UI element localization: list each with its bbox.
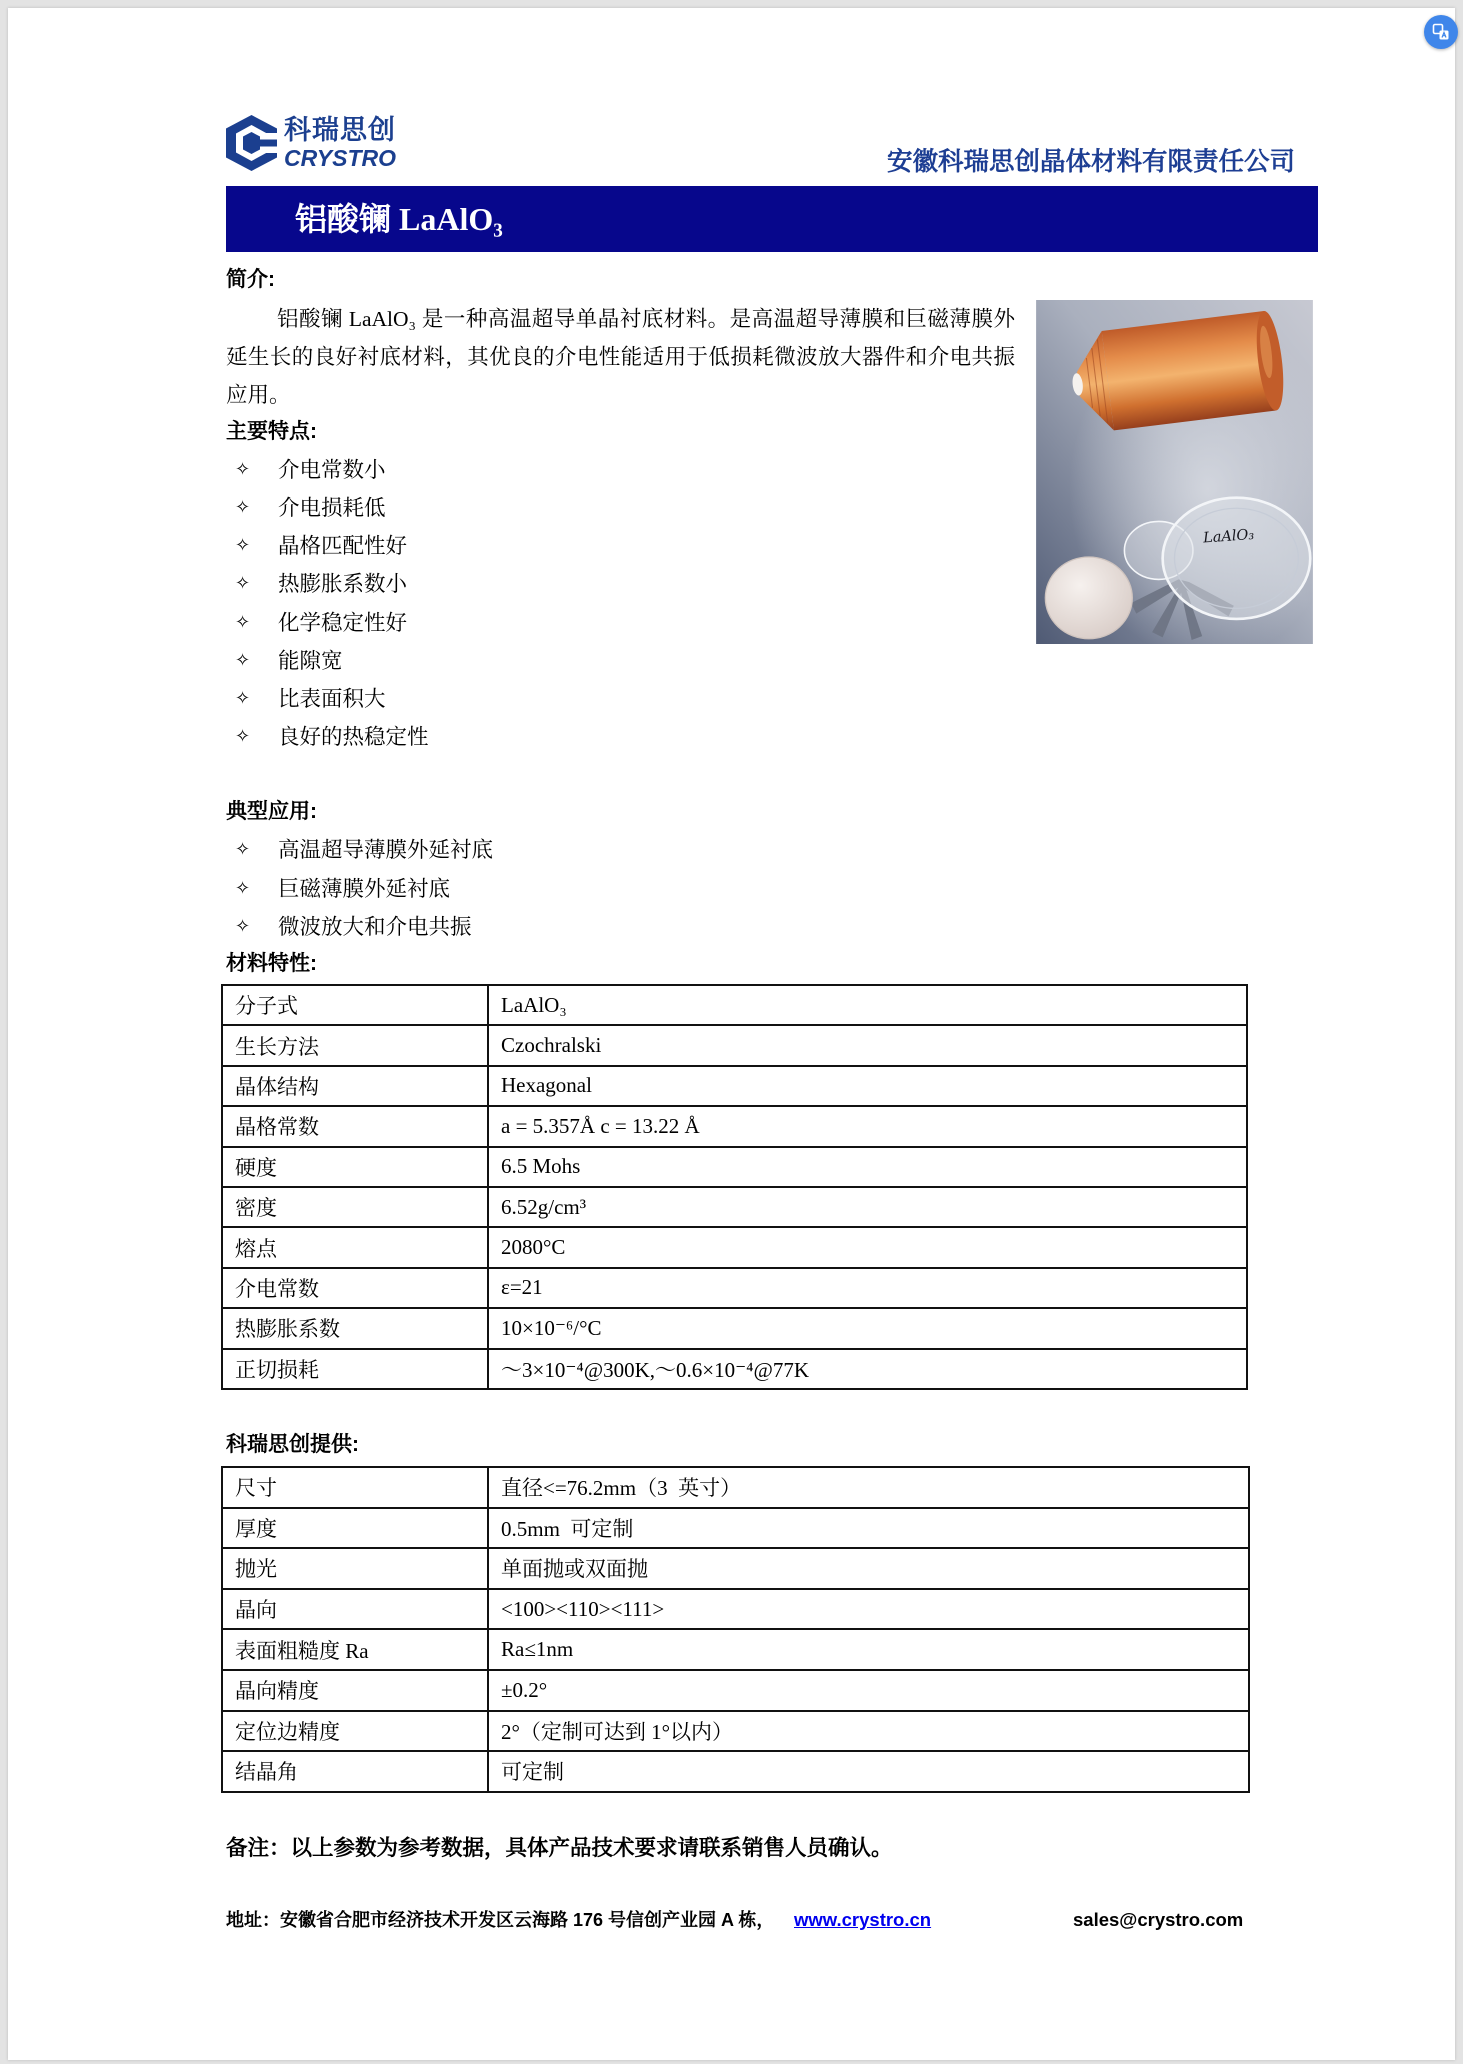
spec-label: 晶体结构 — [222, 1066, 488, 1106]
properties-table — [221, 984, 1248, 1390]
table-row — [222, 1106, 1247, 1146]
table-row — [222, 985, 1247, 1025]
list-item — [226, 831, 986, 869]
intro-text-line: 应用。 — [226, 383, 291, 407]
table-row — [222, 1147, 1247, 1187]
spec-value: Hexagonal — [488, 1066, 1247, 1106]
properties-heading: 材料特性: — [226, 952, 317, 975]
table-row — [222, 1268, 1247, 1308]
list-item-text: 比表面积大 — [278, 687, 386, 711]
list-item-text: 晶格匹配性好 — [278, 534, 408, 558]
table-row — [222, 1066, 1247, 1106]
wafer-disc — [1045, 557, 1132, 639]
product-title: 铝酸镧 LaAlO₃ — [295, 201, 503, 237]
list-item-text: 化学稳定性好 — [278, 611, 408, 635]
logo-chinese-name: 科瑞思创 — [284, 115, 396, 145]
spec-label: 介电常数 — [222, 1268, 488, 1308]
table-row — [222, 1349, 1247, 1389]
spec-label: 表面粗糙度 Ra — [222, 1629, 488, 1670]
wafer-case — [1163, 498, 1311, 619]
list-item — [226, 680, 986, 718]
bullet-icon: ✧ — [235, 916, 251, 937]
spec-label: 抛光 — [222, 1548, 488, 1589]
disclaimer-note: 备注：以上参数为参考数据，具体产品技术要求请联系销售人员确认。 — [226, 1836, 893, 1860]
spec-label: 结晶角 — [222, 1751, 488, 1792]
intro-heading: 简介: — [226, 268, 275, 291]
translate-glyph — [1432, 23, 1450, 41]
list-item-text: 微波放大和介电共振 — [278, 915, 472, 939]
table-row — [222, 1548, 1249, 1589]
spec-value: 2080°C — [488, 1227, 1247, 1267]
list-item-text: 高温超导薄膜外延衬底 — [278, 838, 494, 862]
bullet-icon: ✧ — [235, 459, 251, 480]
list-item-text: 介电损耗低 — [278, 496, 386, 520]
spec-label: 热膨胀系数 — [222, 1308, 488, 1348]
spec-label: 尺寸 — [222, 1467, 488, 1508]
title-banner — [226, 186, 1318, 252]
bullet-icon: ✧ — [235, 688, 251, 709]
spec-label: 晶向 — [222, 1589, 488, 1630]
spec-value: a = 5.357Å c = 13.22 Å — [488, 1106, 1247, 1146]
spec-label: 定位边精度 — [222, 1711, 488, 1752]
table-row — [222, 1308, 1247, 1348]
spec-label: 晶格常数 — [222, 1106, 488, 1146]
spec-value: ±0.2° — [488, 1670, 1249, 1711]
website-link[interactable]: www.crystro.cn — [794, 1909, 932, 1930]
contact-email: sales@crystro.com — [1073, 1909, 1244, 1930]
table-row — [222, 1227, 1247, 1267]
list-item-text: 能隙宽 — [278, 649, 343, 673]
spec-value: 6.5 Mohs — [488, 1147, 1247, 1187]
spec-value: 0.5mm 可定制 — [488, 1508, 1249, 1549]
list-item — [226, 718, 986, 756]
company-name: 安徽科瑞思创晶体材料有限责任公司 — [887, 148, 1296, 176]
spec-value: 单面抛或双面抛 — [488, 1548, 1249, 1589]
table-row — [222, 1589, 1249, 1630]
spec-label: 生长方法 — [222, 1025, 488, 1065]
supply-heading: 科瑞思创提供: — [226, 1433, 359, 1456]
logo-english-name: CRYSTRO — [284, 145, 397, 171]
company-logo — [226, 115, 402, 172]
table-row — [222, 1508, 1249, 1549]
spec-label: 硬度 — [222, 1147, 488, 1187]
case-label: LaAlO₃ — [1202, 526, 1255, 547]
spec-value: <100><110><111> — [488, 1589, 1249, 1630]
list-item — [226, 604, 986, 642]
table-row — [222, 1751, 1249, 1792]
crystro-hexagon-logo-icon — [226, 115, 277, 171]
intro-text-line: 延生长的良好衬底材料，其优良的介电性能适用于低损耗微波放大器件和介电共振 — [226, 345, 1015, 369]
spec-value: ε=21 — [488, 1268, 1247, 1308]
bullet-icon: ✧ — [235, 535, 251, 556]
spec-label: 熔点 — [222, 1227, 488, 1267]
spec-label: 晶向精度 — [222, 1670, 488, 1711]
bullet-icon: ✧ — [235, 497, 251, 518]
features-heading: 主要特点: — [226, 420, 317, 443]
spec-value: ～3×10⁻⁴@300K,～0.6×10⁻⁴@77K — [488, 1349, 1247, 1389]
spec-value: 6.52g/cm³ — [488, 1187, 1247, 1227]
list-item — [226, 908, 986, 946]
bullet-icon: ✧ — [235, 612, 251, 633]
spec-value: 可定制 — [488, 1751, 1249, 1792]
spec-value: 直径<=76.2mm（3 英寸） — [488, 1467, 1249, 1508]
list-item — [226, 565, 986, 603]
spec-value: Czochralski — [488, 1025, 1247, 1065]
applications-heading: 典型应用: — [226, 800, 317, 823]
bullet-icon: ✧ — [235, 650, 251, 671]
table-row — [222, 1025, 1247, 1065]
footer-address: 地址：安徽省合肥市经济技术开发区云海路 176 号信创产业园 A 栋， — [226, 1910, 775, 1930]
spec-label: 密度 — [222, 1187, 488, 1227]
product-photo — [1036, 300, 1313, 644]
spec-label: 分子式 — [222, 985, 488, 1025]
table-row — [222, 1670, 1249, 1711]
table-row — [222, 1629, 1249, 1670]
table-row — [222, 1187, 1247, 1227]
bullet-icon: ✧ — [235, 726, 251, 747]
bullet-icon: ✧ — [235, 573, 251, 594]
table-row — [222, 1467, 1249, 1508]
spec-value: 10×10⁻⁶/°C — [488, 1308, 1247, 1348]
table-row — [222, 1711, 1249, 1752]
spec-label: 厚度 — [222, 1508, 488, 1549]
intro-text-line: 铝酸镧 LaAlO₃ 是一种高温超导单晶衬底材料。是高温超导薄膜和巨磁薄膜外 — [277, 307, 1015, 331]
list-item-text: 介电常数小 — [278, 458, 386, 482]
bullet-icon: ✧ — [235, 878, 251, 899]
spec-value: Ra≤1nm — [488, 1629, 1249, 1670]
list-item — [226, 451, 986, 489]
bullet-icon: ✧ — [235, 839, 251, 860]
list-item — [226, 527, 986, 565]
list-item-text: 巨磁薄膜外延衬底 — [278, 877, 451, 901]
supply-table — [221, 1466, 1250, 1793]
translate-icon[interactable] — [1424, 15, 1458, 49]
spec-value: LaAlO₃ — [488, 985, 1247, 1025]
spec-label: 正切损耗 — [222, 1349, 488, 1389]
list-item — [226, 870, 986, 908]
spec-value: 2°（定制可达到 1°以内） — [488, 1711, 1249, 1752]
list-item — [226, 489, 986, 527]
list-item-text: 良好的热稳定性 — [278, 725, 429, 749]
list-item-text: 热膨胀系数小 — [278, 572, 408, 596]
list-item — [226, 642, 986, 680]
